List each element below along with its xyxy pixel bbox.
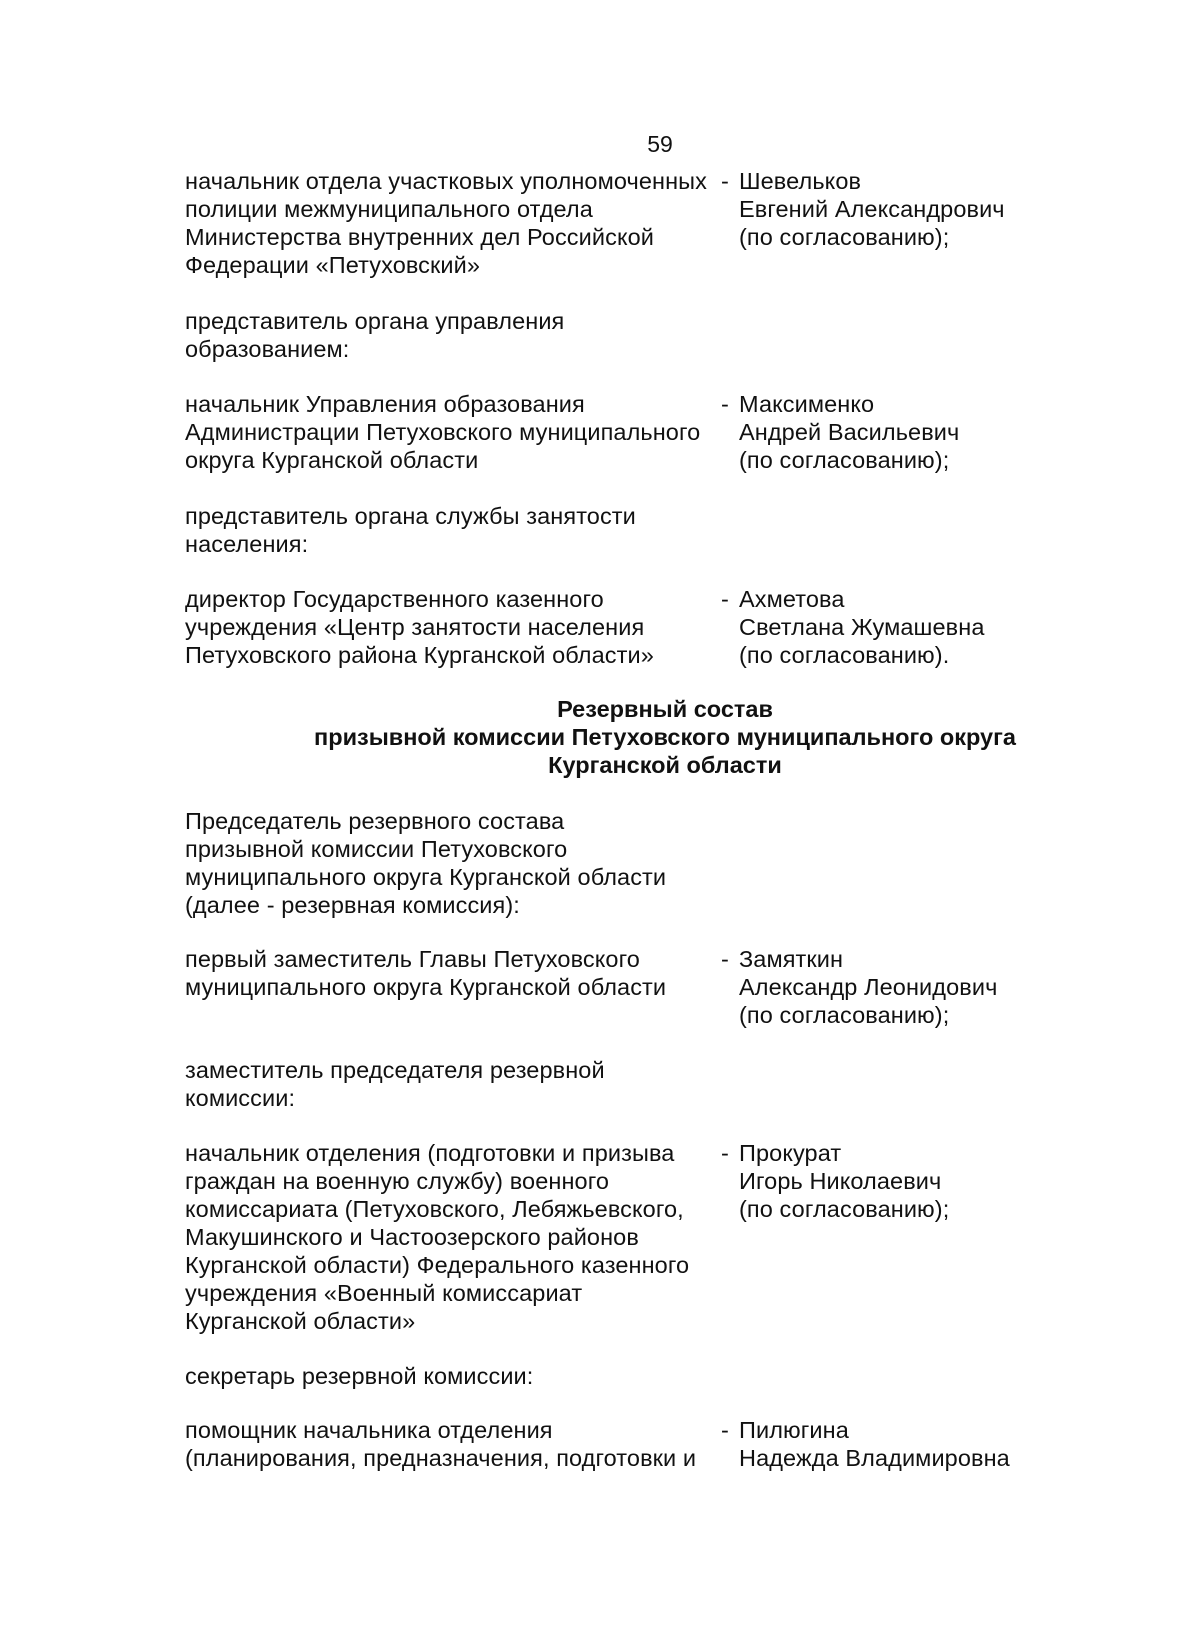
member-name: Шевельков [739,168,862,194]
role-line: помощник начальника отделения [185,1417,553,1443]
group-label-line: комиссии: [185,1085,296,1111]
role-line: Курганской области) Федерального казенного [185,1252,690,1278]
dash-separator: - [721,586,729,612]
member-name: Пилюгина [739,1417,849,1443]
role-line: округа Курганской области [185,447,479,473]
role-line: Петуховского района Курганской области» [185,642,654,668]
role-line: первый заместитель Главы Петуховского [185,946,640,972]
role-line: граждан на военную службу) военного [185,1168,610,1194]
group-label-line: заместитель председателя резервной [185,1057,605,1083]
role-line: начальник отдела участковых уполномоченных [185,168,708,194]
group-label-line: призывной комиссии Петуховского [185,836,568,862]
approval-note: (по согласованию); [739,1002,950,1028]
page-number: 59 [647,131,673,157]
group-label-line: секретарь резервной комиссии: [185,1363,534,1389]
role-line: муниципального округа Курганской области [185,974,667,1000]
role-line: Макушинского и Частоозерского районов [185,1224,639,1250]
group-label-line: представитель органа управления [185,308,565,334]
heading-line: Курганской области [548,752,782,778]
dash-separator: - [721,946,729,972]
member-name: Евгений Александрович [739,196,1005,222]
role-line: Министерства внутренних дел Российской [185,224,655,250]
group-label-line: представитель органа службы занятости [185,503,636,529]
role-line: Федерации «Петуховский» [185,252,481,278]
approval-note: (по согласованию). [739,642,950,668]
member-name: Андрей Васильевич [739,419,960,445]
role-line: учреждения «Центр занятости населения [185,614,645,640]
role-line: начальник отделения (подготовки и призыва [185,1140,675,1166]
heading-line: призывной комиссии Петуховского муниципального округа [314,724,1016,750]
heading-line: Резервный состав [557,696,773,722]
member-name: Игорь Николаевич [739,1168,942,1194]
member-name: Ахметова [739,586,845,612]
group-label-line: населения: [185,531,309,557]
approval-note: (по согласованию); [739,447,950,473]
group-label-line: Председатель резервного состава [185,808,565,834]
dash-separator: - [721,1417,729,1443]
group-label-line: (далее - резервная комиссия): [185,892,520,918]
role-line: начальник Управления образования [185,391,585,417]
member-name: Надежда Владимировна [739,1445,1010,1471]
role-line: Администрации Петуховского муниципального [185,419,701,445]
role-line: (планирования, предназначения, подготовки и [185,1445,697,1471]
dash-separator: - [721,168,729,194]
group-label-line: образованием: [185,336,350,362]
approval-note: (по согласованию); [739,224,950,250]
role-line: Курганской области» [185,1308,416,1334]
member-name: Замяткин [739,946,844,972]
member-name: Максименко [739,391,875,417]
role-line: учреждения «Военный комиссариат [185,1280,583,1306]
dash-separator: - [721,391,729,417]
approval-note: (по согласованию); [739,1196,950,1222]
group-label-line: муниципального округа Курганской области [185,864,667,890]
role-line: директор Государственного казенного [185,586,604,612]
member-name: Светлана Жумашевна [739,614,985,640]
member-name: Прокурат [739,1140,842,1166]
role-line: комиссариата (Петуховского, Лебяжьевского, [185,1196,684,1222]
role-line: полиции межмуниципального отдела [185,196,593,222]
dash-separator: - [721,1140,729,1166]
member-name: Александр Леонидович [739,974,998,1000]
